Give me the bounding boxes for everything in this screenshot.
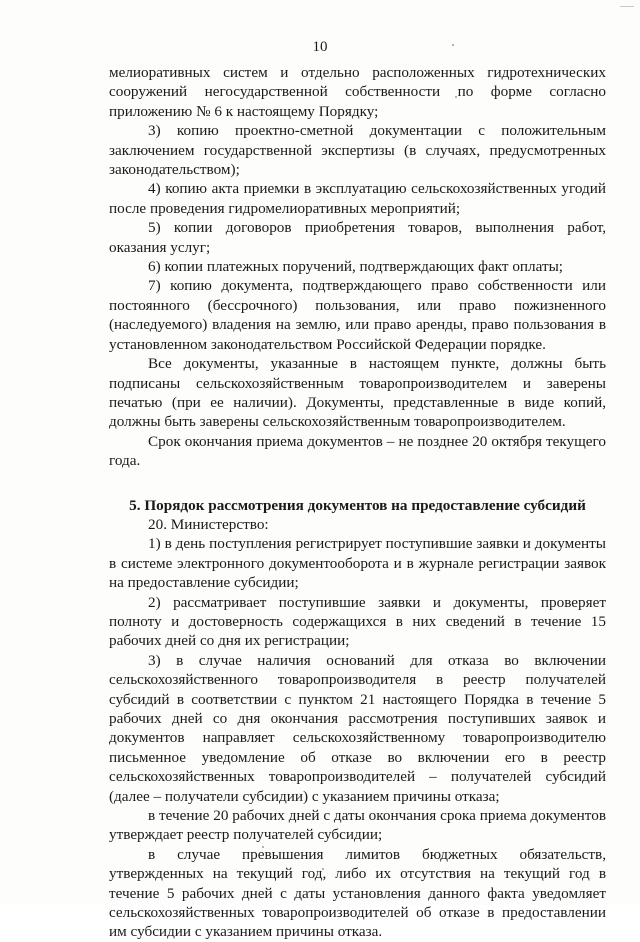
list-item-5: 5) копии договоров приобретения товаров, выполнения работ, оказания услуг; xyxy=(109,219,606,256)
clause-20-item-1: 1) в день поступления регистрирует поступившие заявки и документы в системе электронного документооборота и в журнале регистрации заявок на предоставление субсидии; xyxy=(109,535,606,592)
corner-mark xyxy=(620,6,634,7)
deadline-paragraph: Срок окончания приема документов – не позднее 20 октября текущего года. xyxy=(109,432,606,470)
documents-signature-paragraph: Все документы, указанные в настоящем пункте, должны быть подписаны сельскохозяйственным товаропроизводителем и заверены печатью (при ее наличии). Документы, представленные в виде копий, должны быть заверены сельскохозяйственным товаропроизводителем. xyxy=(109,355,606,431)
list-item-7: 7) копию документа, подтверждающего право собственности или постоянного (бессрочного) пользования, или право пожизненного (наследуемого) владения на землю, или право аренды, право пользования в установленном законодательством Российской Федерации порядке. xyxy=(109,277,606,353)
registry-approval-paragraph: в течение 20 рабочих дней с даты окончания срока приема документов утверждает реестр получателей субсидии; xyxy=(109,807,606,844)
document-body xyxy=(109,63,606,942)
clause-20-item-2: 2) рассматривает поступившие заявки и документы, проверяет полноту и достоверность содержащихся в них сведений в течение 15 рабочих дней со дня их регистрации; xyxy=(109,593,606,650)
paragraph-continuation: мелиоративных систем и отдельно расположенных гидротехнических сооружений негосударственной собственности по форме согласно приложению № 6 к настоящему Порядку; xyxy=(109,64,606,120)
list-item-4: 4) копию акта приемки в эксплуатацию сельскохозяйственных угодий после проведения гидромелиоративных мероприятий; xyxy=(109,180,606,217)
clause-20-heading: 20. Министерство: xyxy=(148,515,269,533)
limits-exceeded-paragraph: в случае превышения лимитов бюджетных обязательств, утвержденных на текущий год, либо их отсутствия на текущий год в течение 5 рабочих дней с даты установления данного факта уведомляет сельскохозяйственных товаропроизводителей об отказе в предоставлении им субсидии с указанием причины отказа. xyxy=(109,845,606,941)
list-item-3: 3) копию проектно-сметной документации с положительным заключением государственной экспертизы (в случаях, предусмотренных законодательством); xyxy=(109,122,606,179)
list-item-6: 6) копии платежных поручений, подтверждающих факт оплаты; xyxy=(148,258,564,276)
clause-20-item-3: 3) в случае наличия оснований для отказа во включении сельскохозяйственного товаропроизводителя в реестр получателей субсидий в соответствии с пунктом 21 настоящего Порядка в течение 5 рабочих дней со дня окончания рассмотрения поступивших заявок и документов направляет сельскохозяйственному товаропроизводителю письменное уведомление об отказе во включении его в реестр сельскохозяйственных товаропроизводителей – получателей субсидий (далее – получатели субсидии) с указанием причины отказа; xyxy=(109,651,606,805)
page-number: 10 xyxy=(312,39,328,55)
section-title: 5. Порядок рассмотрения документов на предоставление субсидий xyxy=(129,496,586,514)
